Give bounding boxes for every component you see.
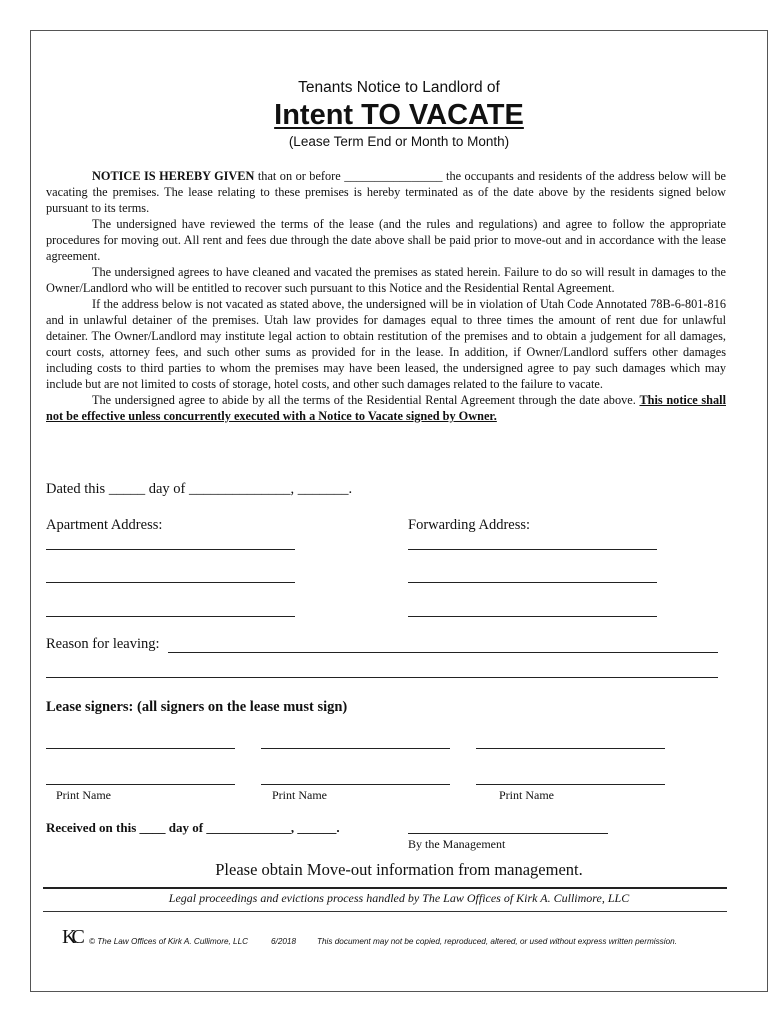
reason-label: Reason for leaving: [46,636,160,652]
page-title: Intent TO VACATE [274,99,524,131]
footer-rule-bottom [43,911,727,912]
signature-line-2[interactable] [261,748,450,749]
apartment-address-label: Apartment Address: [46,517,163,533]
notice-lead: NOTICE IS HEREBY GIVEN [92,169,255,183]
paragraph-notice [46,168,726,216]
form-page [30,30,768,992]
paragraph-procedures: The undersigned have reviewed the terms of the lease (and the rules and regulations) and agree to follow the appropriate procedures for moving out. All rent and fees due through the date above shall be paid prior to move-out and in accordance with the lease agreement. [46,217,726,263]
print-name-line-2[interactable] [261,784,450,785]
copyright-date: 6/2018 [271,937,297,946]
reason-line-1[interactable] [168,652,718,653]
apartment-address-line-3[interactable] [46,616,295,617]
received-field[interactable]: Received on this ____ day of _____________, ______. [46,820,340,835]
apartment-address-line-1[interactable] [46,549,295,550]
kc-logo: KC [62,926,80,948]
print-name-line-1[interactable] [46,784,235,785]
print-name-caption-3: Print Name [499,788,554,802]
agreement-text: The undersigned agree to abide by all the terms of the Residential Rental Agreement through the date above. [92,393,640,407]
paragraph-unlawful-detainer: If the address below is not vacated as stated above, the undersigned will be in violation of Utah Code Annotated 78B-6-801-816 and in unlawful detainer of the premises. Utah law provides for damages equal to three times the amount of rent due for unlawful detainer. The Owner/Landlord may institute legal action to obtain restitution of the premises and to obtain a judgement for all damages, court costs, attorney fees, and such other sums as provided for in the lease. In addition, if Owner/Landlord suffers other damages including costs to third parties to whom the premises may have been leased, the undersigned agree to pay such damages which may include but are not limited to costs of storage, hotel costs, and other such damages related to the failure to vacate. [46,297,726,391]
lease-signers-label: Lease signers: (all signers on the lease must sign) [46,699,348,715]
notice-text: that on or before ________________ the occupants and residents of the address below will be vacating the premises. The lease relating to these premises is hereby terminated as of the date above by the residents signed below pursuant to its terms. [46,169,726,215]
pre-title: Tenants Notice to Landlord of [298,79,500,96]
print-name-line-3[interactable] [476,784,665,785]
forwarding-address-line-3[interactable] [408,616,657,617]
forwarding-address-line-2[interactable] [408,582,657,583]
footer-rule-top [43,887,727,889]
copyright-owner: © The Law Offices of Kirk A. Cullimore, LLC [89,937,249,946]
reason-line-2[interactable] [46,677,718,678]
move-out-notice: Please obtain Move-out information from management. [215,860,583,879]
print-name-caption-1: Print Name [56,788,111,802]
signature-line-3[interactable] [476,748,665,749]
copyright-notice: This document may not be copied, reproduced, altered, or used without express written permission. [317,937,677,946]
forwarding-address-line-1[interactable] [408,549,657,550]
apartment-address-line-2[interactable] [46,582,295,583]
legal-note: Legal proceedings and evictions process handled by The Law Offices of Kirk A. Cullimore, LLC [168,891,630,905]
forwarding-address-label: Forwarding Address: [408,517,531,533]
agreement-condition: This notice shall not be effective unless concurrently executed with a Notice to Vacate signed by Owner. [46,393,726,423]
dated-field[interactable]: Dated this _____ day of ______________, _______. [46,481,353,497]
by-management-caption: By the Management [408,837,506,851]
notice-body [46,168,726,424]
signature-line-1[interactable] [46,748,235,749]
paragraph-agreement [46,392,726,424]
print-name-caption-2: Print Name [272,788,327,802]
page-subtitle: (Lease Term End or Month to Month) [288,134,510,149]
management-signature-line[interactable] [408,833,608,834]
paragraph-cleaning: The undersigned agrees to have cleaned and vacated the premises as stated herein. Failure to do so will result in damages to the Owner/Landlord who will be entitled to recover such pursuant to this Notice and the Residential Rental Agreement. [46,265,726,295]
